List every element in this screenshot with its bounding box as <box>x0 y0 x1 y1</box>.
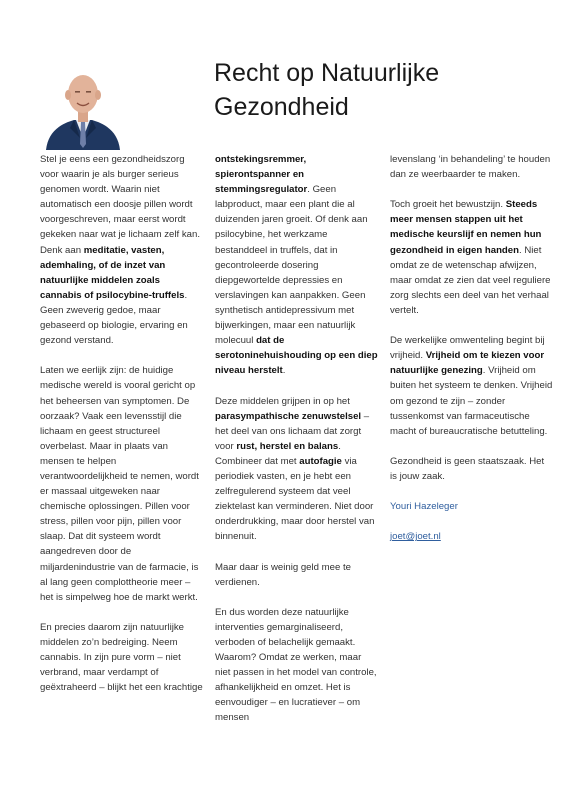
bold-phrase: rust, herstel en balans <box>236 440 339 452</box>
bold-phrase: meditatie, vasten, ademhaling, of de inzet van natuurlijke middelen zoals cannabis of psilocybine-truffels <box>40 244 185 301</box>
paragraph: Laten we eerlijk zijn: de huidige medische wereld is vooral gericht op het beheersen van symptomen. De oorzaak? Vaak een levensstijl die lichaam en geest structureel overbelast. Maar in plaats van mensen te helpen verantwoordelijkheid te nemen, wordt er massaal uitgeweken naar chemische oplossingen. Pillen voor stress, pillen voor pijn, pillen voor slaap. Dat dit systeem wordt aangedreven door de miljardenindustrie van de farmacie, is al lang geen complottheorie meer – het is simpelweg hoe de markt werkt. <box>40 365 199 603</box>
title-line-2: Gezondheid <box>214 93 349 121</box>
text-column-1 <box>40 152 203 710</box>
paragraph: Gezondheid is geen staatszaak. Het is jouw zaak. <box>390 455 545 482</box>
paragraph: Toch groeit het bewustzijn. Steeds meer mensen stappen uit het medische keurslijf en nemen hun gezondheid in eigen handen. Niet omdat ze de wetenschap afwijzen, maar omdat ze zien dat veel reguliere zorg slechts een deel van het verhaal vertelt. <box>390 199 551 316</box>
paragraph: ontstekingsremmer, spierontspanner en stemmingsregulator. Geen labproduct, maar een plant die al duizenden jaren groeit. Of denk aan psilocybine, het werkzame bestanddeel in truffels, dat in gecontroleerde dosering diepgewortelde depressies en verslavingen kan aanpakken. Geen synthetisch antidepressivum met bijwerkingen, maar een natuurlijk molecuul dat de serotoninehuishouding op een diep niveau herstelt. <box>215 154 378 377</box>
bold-phrase: autofagie <box>299 455 342 467</box>
bold-phrase: parasympathische zenuwstelsel <box>215 410 362 422</box>
paragraph: Maar daar is weinig geld mee te verdienen. <box>215 561 351 588</box>
paragraph: En dus worden deze natuurlijke interventies gemarginaliseerd, verboden of belachelijk gemaakt. Waarom? Omdat ze werken, maar niet passen in het model van controle, afhankelijkheid en omzet. Het is eenvoudiger – en lucratiever – om mensen <box>215 606 377 724</box>
author-email-link[interactable]: joet@joet.nl <box>390 531 441 543</box>
title-line-1: Recht op Natuurlijke <box>214 59 440 87</box>
bold-phrase: ontstekingsremmer, spierontspanner en stemmingsregulator <box>215 154 308 196</box>
bold-phrase: dat de serotoninehuishouding op een diep niveau herstelt <box>215 335 378 377</box>
author-photo-illustration <box>40 64 126 150</box>
text-column-3 <box>390 152 553 544</box>
text-column-2 <box>215 152 378 741</box>
paragraph: De werkelijke omwenteling begint bij vrijheid. Vrijheid om te kiezen voor natuurlijke genezing. Vrijheid om buiten het systeem te denken. Vrijheid om gezond te zijn – zonder tussenkomst van farmaceutische macht of bureaucratische betutteling. <box>390 335 553 437</box>
author-name: Youri Hazeleger <box>390 501 458 513</box>
paragraph: En precies daarom zijn natuurlijke middelen zo’n bedreiging. Neem cannabis. In zijn pure vorm – niet verbrand, maar verdampt of geëxtraheerd – blijkt het een krachtige <box>40 621 203 694</box>
article-title <box>214 56 534 124</box>
author-portrait <box>40 64 126 150</box>
bold-phrase: Steeds meer mensen stappen uit het medische keurslijf en nemen hun gezondheid in eigen handen <box>390 199 542 256</box>
paragraph: Deze middelen grijpen in op het parasympathische zenuwstelsel – het deel van ons lichaam dat zorgt voor rust, herstel en balans. Combineer dat met autofagie via periodiek vasten, en je hebt een zelfregulerend systeem dat veel ziektelast kan verminderen. Niet door onderdrukking, maar door herstel van binnenuit. <box>215 395 375 543</box>
paragraph: Stel je eens een gezondheidszorg voor waarin je als burger serieus genomen wordt. Waarin niet automatisch een doosje pillen wordt voorgeschreven, maar eerst wordt gekeken naar wat je lichaam zelf kan. Denk aan meditatie, vasten, ademhaling, of de inzet van natuurlijke middelen zoals cannabis of psilocybine-truffels. Geen zweverig gedoe, maar gebaseerd op biologie, ervaring en gezond verstand. <box>40 154 200 347</box>
bold-phrase: Vrijheid om te kiezen voor natuurlijke genezing <box>390 350 545 377</box>
paragraph: levenslang ‘in behandeling’ te houden dan ze weerbaarder te maken. <box>390 154 551 181</box>
